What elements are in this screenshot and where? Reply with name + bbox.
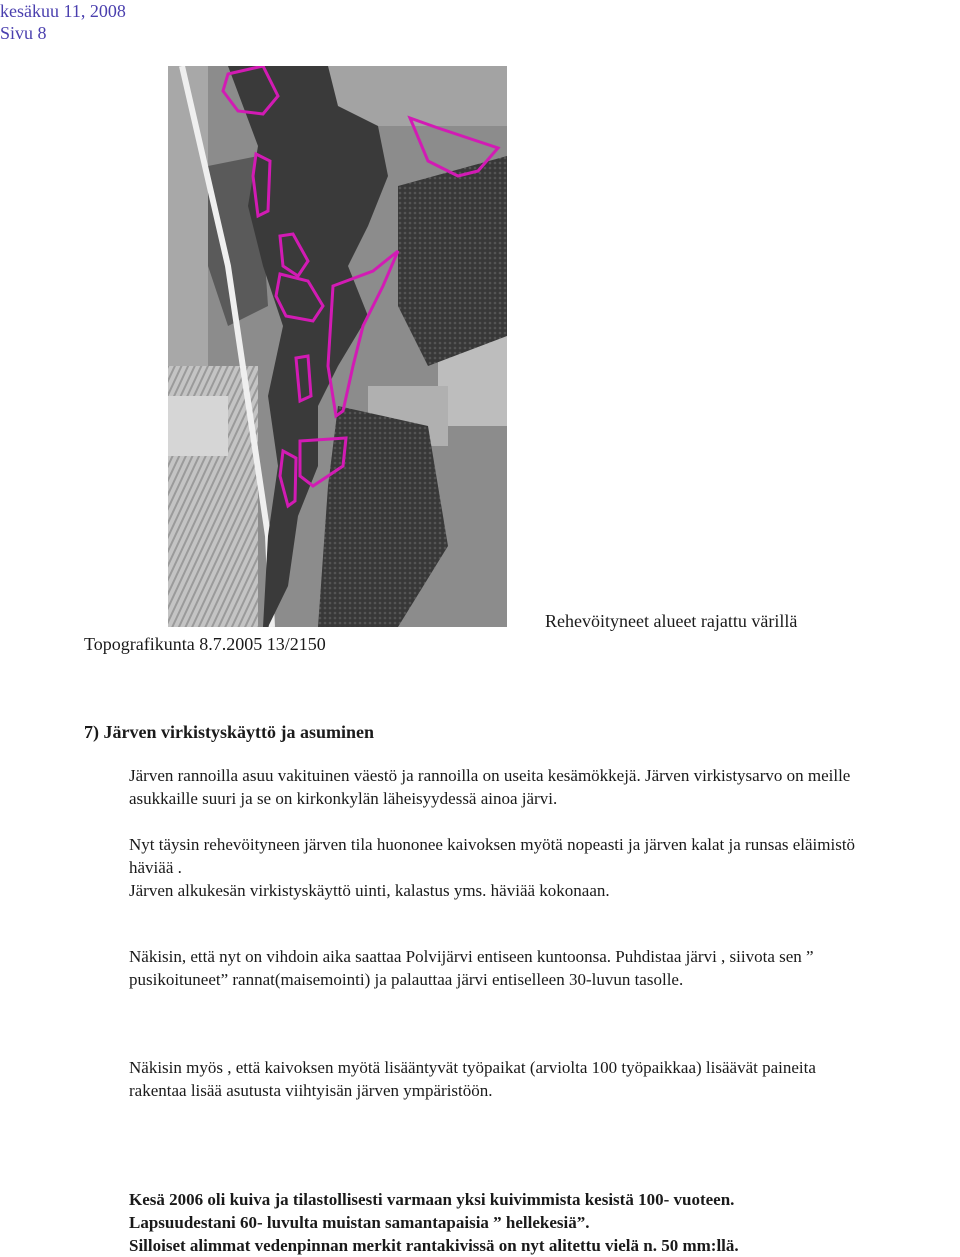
paragraph-5-line-3: Silloiset alimmat vedenpinnan merkit rantakivissä on nyt alitettu vielä n. 50 mm:llä. (129, 1236, 739, 1255)
map-caption-left: Topografikunta 8.7.2005 13/2150 (84, 634, 326, 654)
paragraph-4-line-1: Näkisin myös , että kaivoksen myötä lisääntyvät työpaikat (arviolta 100 työpaikkaa) lisäävät paineita (129, 1058, 816, 1077)
paragraph-2-line-2: häviää . (129, 858, 182, 877)
paragraph-2-line-1: Nyt täysin rehevöityneen järven tila huononee kaivoksen myötä nopeasti ja järven kalat ja runsas eläimistö (129, 835, 856, 854)
paragraph-3-line-2: pusikoituneet” rannat(maisemointi) ja palauttaa järvi entiselleen 30-luvun tasolle. (129, 970, 684, 989)
header-page-number: Sivu 8 (0, 23, 47, 43)
map-caption-right: Rehevöityneet alueet rajattu värillä (545, 611, 798, 631)
header-date: kesäkuu 11, 2008 (0, 1, 126, 21)
paragraph-2-line-3: Järven alkukesän virkistyskäyttö uinti, kalastus yms. häviää kokonaan. (129, 881, 610, 900)
paragraph-3-line-1: Näkisin, että nyt on vihdoin aika saattaa Polvijärvi entiseen kuntoonsa. Puhdistaa järvi , siivota sen ” (129, 947, 814, 966)
paragraph-5-line-1: Kesä 2006 oli kuiva ja tilastollisesti varmaan yksi kuivimmista kesistä 100- vuoteen. (129, 1190, 735, 1209)
aerial-photo (168, 66, 507, 627)
paragraph-5-line-2: Lapsuudestani 60- luvulta muistan samantapaisia ” hellekesiä”. (129, 1213, 590, 1232)
paragraph-1-line-2: asukkaille suuri ja se on kirkonkylän läheisyydessä ainoa järvi. (129, 789, 558, 808)
paragraph-1-line-1: Järven rannoilla asuu vakituinen väestö ja rannoilla on useita kesämökkejä. Järven virkistysarvo on meille (129, 766, 851, 785)
paragraph-4-line-2: rakentaa lisää asutusta viihtyisän järven ympäristöön. (129, 1081, 493, 1100)
section-heading: 7) Järven virkistyskäyttö ja asuminen (84, 722, 375, 742)
